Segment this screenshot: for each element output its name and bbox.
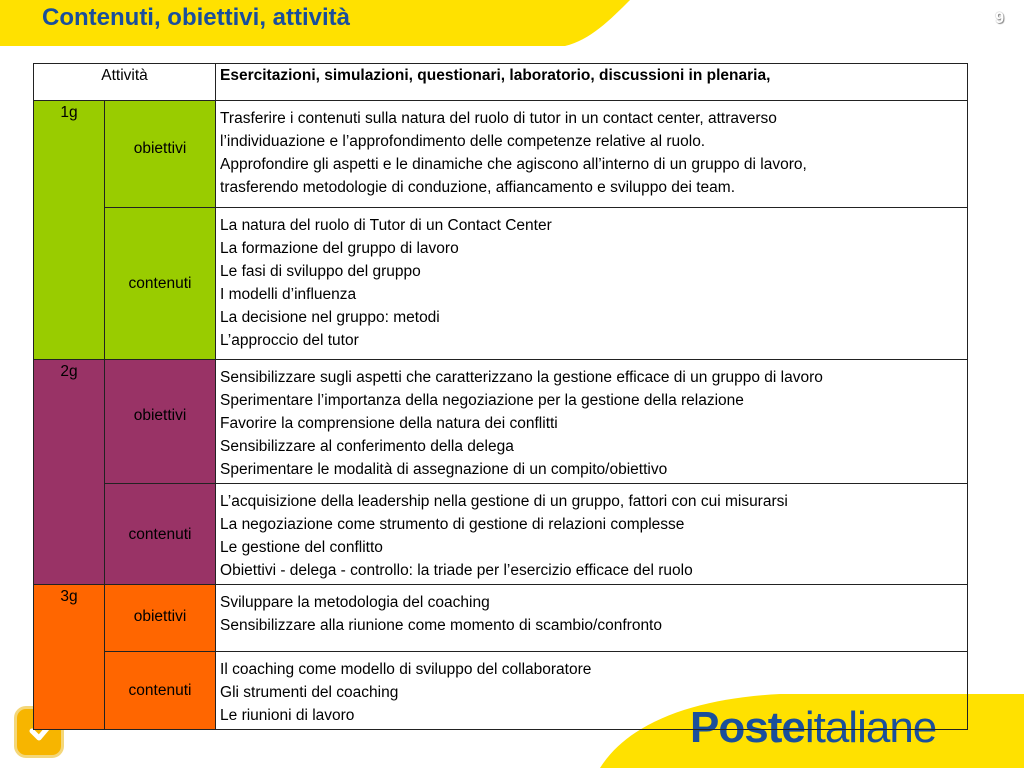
- content-line: Sperimentare l’importanza della negoziazione per la gestione della relazione: [220, 392, 744, 409]
- table-row: [34, 652, 968, 730]
- contenuti-content: [216, 208, 968, 360]
- page-number: 9: [995, 10, 1004, 27]
- logo-poste: Poste: [690, 703, 805, 752]
- header-attivita: Attività: [34, 64, 216, 101]
- content-line: Sviluppare la metodologia del coaching: [220, 594, 490, 611]
- content-line: L’acquisizione della leadership nella gestione di un gruppo, fattori con cui misurarsi: [220, 493, 788, 510]
- contenuti-label: contenuti: [105, 652, 216, 730]
- obiettivi-content: [216, 360, 968, 484]
- day-cell-1g: 1g: [34, 101, 105, 360]
- header-activities: Esercitazioni, simulazioni, questionari, laboratorio, discussioni in plenaria,: [216, 64, 968, 101]
- obiettivi-label: obiettivi: [105, 585, 216, 652]
- table-row: [34, 208, 968, 360]
- content-line: Le riunioni di lavoro: [220, 707, 355, 724]
- day-cell-2g: 2g: [34, 360, 105, 585]
- table-row: [34, 360, 968, 484]
- content-line: L’approccio del tutor: [220, 332, 359, 349]
- obiettivi-content: [216, 101, 968, 208]
- content-line: Sensibilizzare al conferimento della delega: [220, 438, 514, 455]
- content-line: Approfondire gli aspetti e le dinamiche che agiscono all’interno di un gruppo di lavoro,: [220, 156, 807, 173]
- obiettivi-content: [216, 585, 968, 652]
- content-line: La negoziazione come strumento di gestione di relazioni complesse: [220, 516, 685, 533]
- contenuti-content: [216, 484, 968, 585]
- contenuti-label: contenuti: [105, 208, 216, 360]
- content-line: Trasferire i contenuti sulla natura del ruolo di tutor in un contact center, attraverso: [220, 110, 777, 127]
- contenuti-label: contenuti: [105, 484, 216, 585]
- content-line: La natura del ruolo di Tutor di un Contact Center: [220, 217, 552, 234]
- table-row: [34, 484, 968, 585]
- content-line: La formazione del gruppo di lavoro: [220, 240, 459, 257]
- table-row: [34, 101, 968, 208]
- content-line: Sensibilizzare alla riunione come momento di scambio/confronto: [220, 617, 662, 634]
- table-header-row: [34, 64, 968, 101]
- content-line: I modelli d’influenza: [220, 286, 357, 303]
- table-row: [34, 585, 968, 652]
- page-title: Contenuti, obiettivi, attività: [42, 4, 351, 31]
- content-line: Le fasi di sviluppo del gruppo: [220, 263, 421, 280]
- content-line: trasferendo metodologie di conduzione, affiancamento e sviluppo dei team.: [220, 179, 736, 196]
- content-line: Gli strumenti del coaching: [220, 684, 399, 701]
- content-line: Sperimentare le modalità di assegnazione di un compito/obiettivo: [220, 461, 668, 478]
- content-line: La decisione nel gruppo: metodi: [220, 309, 440, 326]
- content-line: Favorire la comprensione della natura dei conflitti: [220, 415, 558, 432]
- obiettivi-label: obiettivi: [105, 101, 216, 208]
- logo-italiane: italiane: [804, 703, 937, 752]
- program-table: [33, 63, 968, 730]
- content-line: Sensibilizzare sugli aspetti che caratterizzano la gestione efficace di un gruppo di lavoro: [220, 369, 823, 386]
- content-line: l’individuazione e l’approfondimento delle competenze relative al ruolo.: [220, 133, 706, 150]
- obiettivi-label: obiettivi: [105, 360, 216, 484]
- contenuti-content: [216, 652, 968, 730]
- day-cell-3g: 3g: [34, 585, 105, 730]
- content-line: Obiettivi - delega - controllo: la triade per l’esercizio efficace del ruolo: [220, 562, 693, 579]
- content-line: Il coaching come modello di sviluppo del collaboratore: [220, 661, 592, 678]
- content-line: Le gestione del conflitto: [220, 539, 383, 556]
